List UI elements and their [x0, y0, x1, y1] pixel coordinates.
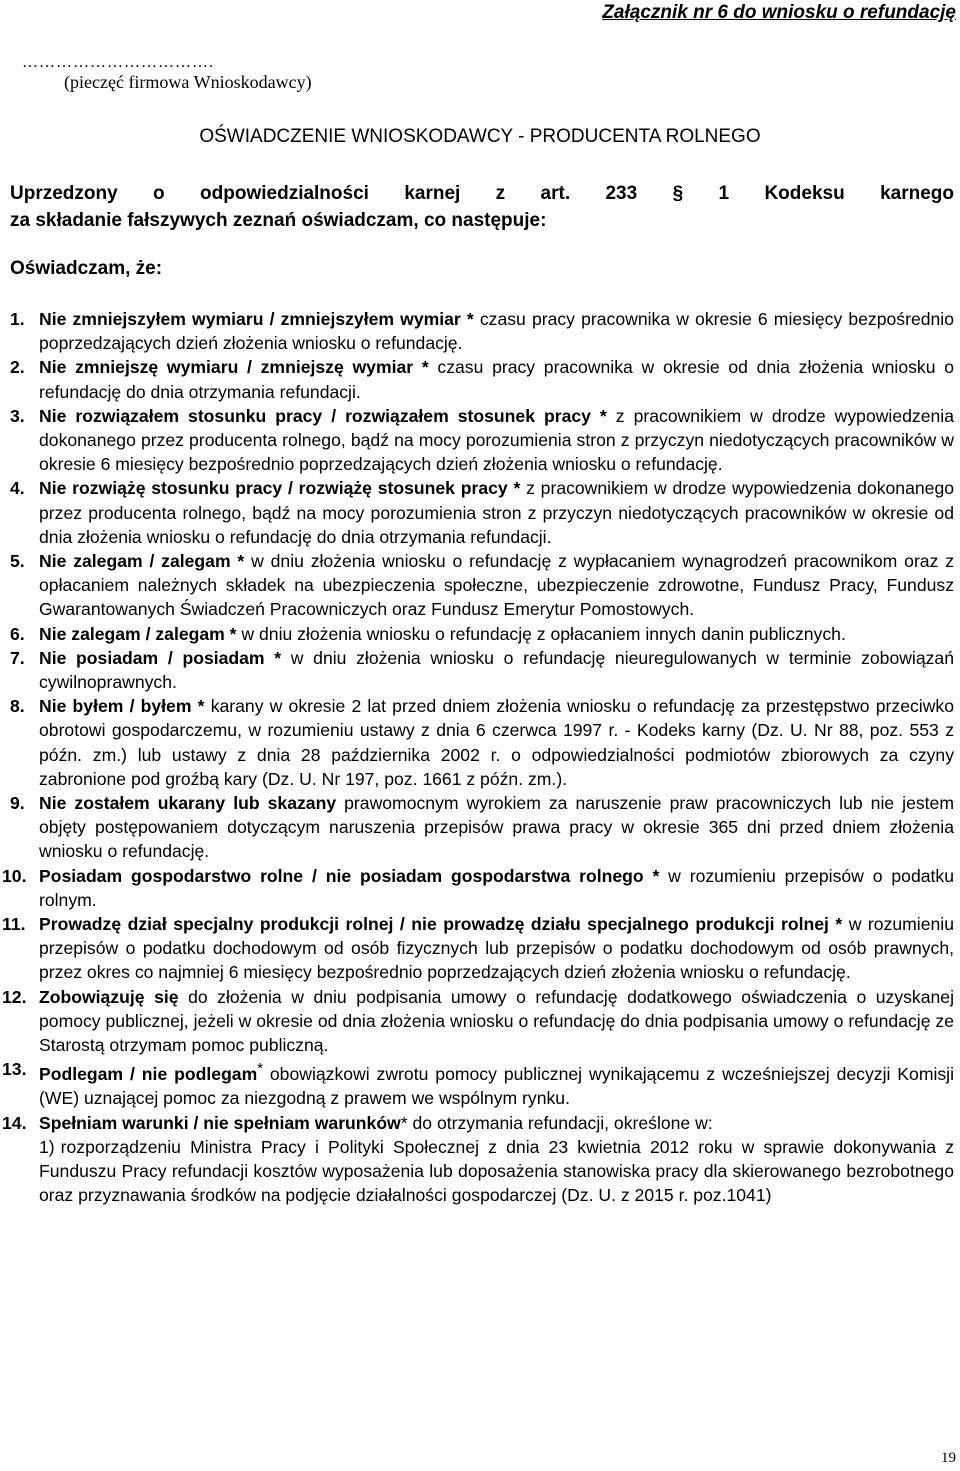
- statement-item: [0, 864, 954, 912]
- statement-item: [0, 646, 954, 694]
- statement-item: [0, 985, 954, 1058]
- stamp-label: (pieczęć firmowa Wnioskodawcy): [64, 72, 312, 92]
- declaration-label: Oświadczam, że:: [10, 258, 163, 279]
- sub-item-text: rozporządzeniu Ministra Pracy i Polityki Społecznej z dnia 23 kwietnia 2012 roku w sprawie dokonywania z Funduszu Pracy refundacji kosztów wyposażenia lub doposażenia stanowiska pracy dla skierowanego bezrobotnego oraz przyznawania środków na podjęcie działalności gospodarczej (Dz. U. z 2015 r. poz.1041): [39, 1136, 954, 1206]
- statement-item: [0, 549, 954, 622]
- item-bold-text: Spełniam warunki / nie spełniam warunków: [39, 1112, 401, 1133]
- statement-item: [0, 1057, 954, 1110]
- item-bold-text: Podlegam / nie podlegam: [39, 1064, 258, 1085]
- item-number: 2.: [10, 357, 25, 378]
- attachment-label: Załącznik nr 6 do wniosku o refundację: [602, 2, 956, 23]
- statement-item: [0, 912, 954, 985]
- item-text: w rozumieniu przepisów o podatku rolnym.: [39, 865, 954, 910]
- item-text: karany w okresie 2 lat przed dniem złożenia wniosku o refundację za przestępstwo przeciwko obrotowi gospodarczemu, w rozumieniu ustawy z dnia 6 czerwca 1997 r. - Kodeks karny (Dz. U. Nr 88, poz. 553 z późn. zm.) lub ustawy z dnia 28 października 2002 r. o odpowiedzialności podmiotów zbiorowych za czyny zabronione pod groźbą kary (Dz. U. Nr 197, poz. 1661 z późn. zm.).: [39, 696, 954, 789]
- item-text: w dniu złożenia wniosku o refundację nieuregulowanych w terminie zobowiązań cywilnoprawnych.: [39, 647, 954, 693]
- intro-line-2: za składanie fałszywych zeznań oświadczam, co następuje:: [10, 210, 547, 231]
- item-footnote-mark: *: [257, 1061, 263, 1078]
- intro-line-1: Uprzedzony o odpowiedzialności karnej z art. 233 § 1 Kodeksu karnego: [10, 183, 954, 204]
- item-bold-text: Nie zmniejszę wymiaru / zmniejszę wymiar *: [39, 357, 429, 378]
- item-number: 4.: [10, 478, 25, 499]
- item-text: prawomocnym wyrokiem za naruszenie praw pracowniczych lub nie jestem objęty postępowaniem dotyczącym naruszenia przepisów prawa pracy w okresie 365 dni przed dniem złożenia wniosku o refundację.: [39, 793, 954, 862]
- item-bold-text: Nie zalegam / zalegam *: [39, 623, 237, 644]
- item-number: 7.: [10, 647, 25, 668]
- item-text: czasu pracy pracownika w okresie 6 miesięcy bezpośrednio poprzedzających dzień złożenia wniosku o refundację.: [39, 309, 955, 354]
- item-bold-text: Posiadam gospodarstwo rolne / nie posiadam gospodarstwa rolnego *: [39, 865, 660, 886]
- item-number: 9.: [10, 793, 25, 814]
- item-number: 12.: [2, 986, 27, 1007]
- intro-paragraph: [10, 180, 954, 234]
- item-number: 14.: [2, 1112, 27, 1133]
- item-text: w rozumieniu przepisów o podatku dochodowym od osób fizycznych lub przepisów o podatku dochodowym od osób prawnych, przez okres co najmniej 6 miesięcy bezpośrednio poprzedzających dzień złożenia wniosku o refundację.: [39, 914, 954, 983]
- statement-item: [0, 307, 954, 355]
- item-text: czasu pracy pracownika w okresie od dnia złożenia wniosku o refundację do dnia otrzymania refundacji.: [39, 357, 954, 402]
- item-bold-text: Nie zmniejszyłem wymiaru / zmniejszyłem wymiar *: [39, 309, 474, 329]
- statement-item: [0, 694, 954, 791]
- sub-item-number: 1): [39, 1136, 55, 1157]
- item-number: 3.: [10, 405, 25, 426]
- sub-item: [0, 1135, 954, 1208]
- item-text: z pracownikiem w drodze wypowiedzenia dokonanego przez producenta rolnego, bądź na mocy porozumienia stron z przyczyn niedotyczących pracowników w okresie od dnia złożenia wniosku o refundację do dnia otrzymania refundacji.: [39, 478, 955, 547]
- statement-item: [0, 476, 954, 549]
- document-title: OŚWIADCZENIE WNIOSKODAWCY - PRODUCENTA ROLNEGO: [199, 126, 761, 147]
- item-bold-text: Nie byłem / byłem *: [39, 696, 205, 717]
- item-number: 11.: [2, 914, 26, 935]
- page-number: 19: [941, 1450, 956, 1466]
- statement-item: [0, 1111, 954, 1135]
- item-text: * do otrzymania refundacji, określone w:: [400, 1112, 713, 1133]
- item-number: 6.: [10, 623, 25, 644]
- item-bold-text: Nie zostałem ukarany lub skazany: [39, 793, 337, 814]
- item-text: obowiązkowi zwrotu pomocy publicznej wynikającemu z wcześniejszej decyzji Komisji (WE) uznającej pomoc za niezgodną z prawem we wspólnym rynku.: [39, 1064, 955, 1109]
- item-bold-text: Nie posiadam / posiadam *: [39, 647, 282, 668]
- item-bold-text: Prowadzę dział specjalny produkcji rolnej / nie prowadzę działu specjalnego produkcji rolnej *: [39, 914, 843, 935]
- item-bold-text: Nie rozwiązałem stosunku pracy / rozwiązałem stosunek pracy *: [39, 405, 607, 426]
- item-text: z pracownikiem w drodze wypowiedzenia dokonanego przez producenta rolnego, bądź na mocy porozumienia stron z przyczyn niedotyczących pracowników w okresie 6 miesięcy bezpośrednio poprzedzających dzień złożenia wniosku o refundację.: [39, 405, 954, 475]
- item-text: w dniu złożenia wniosku o refundację z opłacaniem innych danin publicznych.: [236, 623, 846, 644]
- item-text: do złożenia w dniu podpisania umowy o refundację dodatkowego oświadczenia o uzyskanej pomocy publicznej, jeżeli w okresie od dnia złożenia wniosku o refundację do dnia podpisania umowy o refundację ze Starostą otrzymam pomoc publiczną.: [39, 986, 954, 1056]
- statement-item: [0, 791, 954, 864]
- item-bold-text: Nie zalegam / zalegam *: [39, 551, 245, 572]
- item-number: 5.: [10, 551, 25, 572]
- stamp-placeholder-dots: …………………………….: [22, 54, 214, 71]
- item-text: w dniu złożenia wniosku o refundację z wypłacaniem wynagrodzeń pracownikom oraz z opłacaniem należnych składek na ubezpieczenia społeczne, ubezpieczenie zdrowotne, Fundusz Pracy, Fundusz Gwarantowanych Świadczeń Pracowniczych oraz Fundusz Emerytur Pomostowych.: [39, 551, 955, 620]
- item-number: 13.: [2, 1059, 27, 1080]
- statement-item: [0, 404, 954, 477]
- statement-list: [0, 307, 960, 1207]
- statement-item: [0, 622, 954, 646]
- item-bold-text: Zobowiązuję się: [39, 986, 179, 1007]
- item-bold-text: Nie rozwiążę stosunku pracy / rozwiążę stosunek pracy *: [39, 478, 521, 499]
- item-number: 10.: [2, 865, 27, 886]
- item-number: 1.: [10, 309, 25, 329]
- statement-item: [0, 355, 954, 403]
- item-number: 8.: [10, 696, 25, 717]
